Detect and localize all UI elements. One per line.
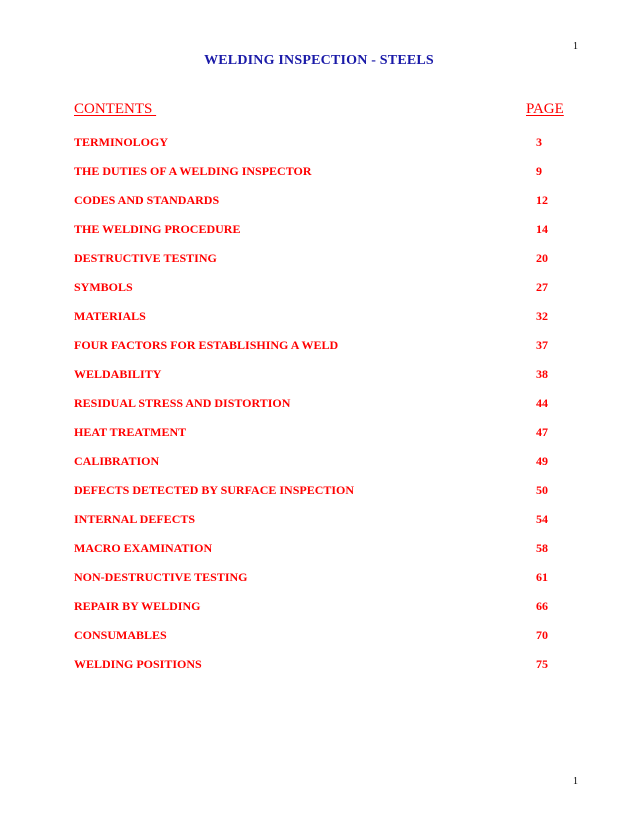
toc-entry-title: SYMBOLS bbox=[74, 280, 133, 294]
toc-entry[interactable] bbox=[74, 135, 574, 164]
toc-entry-title: DESTRUCTIVE TESTING bbox=[74, 251, 217, 265]
toc-entry-title: REPAIR BY WELDING bbox=[74, 599, 201, 613]
toc-entry-page: 70 bbox=[536, 628, 548, 642]
toc-entry-title: CONSUMABLES bbox=[74, 628, 167, 642]
toc-entry[interactable] bbox=[74, 599, 574, 628]
toc-entry-page: 32 bbox=[536, 309, 548, 323]
toc-entry-title: INTERNAL DEFECTS bbox=[74, 512, 196, 526]
toc-entry[interactable] bbox=[74, 570, 574, 599]
toc-entry-title: THE WELDING PROCEDURE bbox=[74, 222, 241, 236]
toc-entry[interactable] bbox=[74, 280, 574, 309]
toc-entry[interactable] bbox=[74, 425, 574, 454]
toc-entry-title: FOUR FACTORS FOR ESTABLISHING A WELD bbox=[74, 338, 339, 352]
toc-entry-page: 47 bbox=[536, 425, 548, 439]
toc-entry-page: 58 bbox=[536, 541, 548, 555]
page-number-bottom: 1 bbox=[573, 776, 578, 787]
toc-entry-title: DEFECTS DETECTED BY SURFACE INSPECTION bbox=[74, 483, 355, 497]
table-of-contents bbox=[74, 135, 574, 686]
toc-entry-title: TERMINOLOGY bbox=[74, 135, 169, 149]
toc-entry-page: 27 bbox=[536, 280, 548, 294]
toc-entry-page: 49 bbox=[536, 454, 548, 468]
toc-entry[interactable] bbox=[74, 657, 574, 686]
toc-entry-title: NON-DESTRUCTIVE TESTING bbox=[74, 570, 248, 584]
toc-entry-page: 20 bbox=[536, 251, 548, 265]
toc-entry[interactable] bbox=[74, 251, 574, 280]
toc-entry-page: 38 bbox=[536, 367, 548, 381]
toc-entry-title: CALIBRATION bbox=[74, 454, 160, 468]
toc-entry-title: RESIDUAL STRESS AND DISTORTION bbox=[74, 396, 291, 410]
toc-entry[interactable] bbox=[74, 164, 574, 193]
page-number-top: 1 bbox=[573, 41, 578, 52]
toc-entry-title: MATERIALS bbox=[74, 309, 146, 323]
toc-entry[interactable] bbox=[74, 367, 574, 396]
toc-entry-page: 75 bbox=[536, 657, 548, 671]
toc-entry[interactable] bbox=[74, 222, 574, 251]
toc-entry-title: THE DUTIES OF A WELDING INSPECTOR bbox=[74, 164, 312, 178]
toc-entry-title: MACRO EXAMINATION bbox=[74, 541, 213, 555]
toc-entry-page: 66 bbox=[536, 599, 548, 613]
contents-heading: CONTENTS bbox=[74, 101, 157, 117]
toc-entry-page: 61 bbox=[536, 570, 548, 584]
toc-entry[interactable] bbox=[74, 193, 574, 222]
toc-entry-title: HEAT TREATMENT bbox=[74, 425, 187, 439]
toc-entry[interactable] bbox=[74, 541, 574, 570]
toc-entry-page: 44 bbox=[536, 396, 548, 410]
toc-entry-title: WELDING POSITIONS bbox=[74, 657, 202, 671]
toc-entry-title: WELDABILITY bbox=[74, 367, 162, 381]
document-title: WELDING INSPECTION - STEELS bbox=[204, 53, 434, 68]
toc-entry[interactable] bbox=[74, 338, 574, 367]
toc-entry[interactable] bbox=[74, 628, 574, 657]
toc-entry-page: 37 bbox=[536, 338, 548, 352]
toc-entry[interactable] bbox=[74, 396, 574, 425]
toc-entry-page: 14 bbox=[536, 222, 548, 236]
toc-entry[interactable] bbox=[74, 309, 574, 338]
toc-entry-page: 9 bbox=[536, 164, 542, 178]
toc-entry-title: CODES AND STANDARDS bbox=[74, 193, 220, 207]
toc-entry-page: 54 bbox=[536, 512, 548, 526]
toc-entry-page: 12 bbox=[536, 193, 548, 207]
toc-entry-page: 50 bbox=[536, 483, 548, 497]
toc-entry[interactable] bbox=[74, 512, 574, 541]
toc-entry[interactable] bbox=[74, 454, 574, 483]
toc-entry-page: 3 bbox=[536, 135, 542, 149]
toc-entry[interactable] bbox=[74, 483, 574, 512]
page-column-heading: PAGE bbox=[526, 101, 564, 117]
